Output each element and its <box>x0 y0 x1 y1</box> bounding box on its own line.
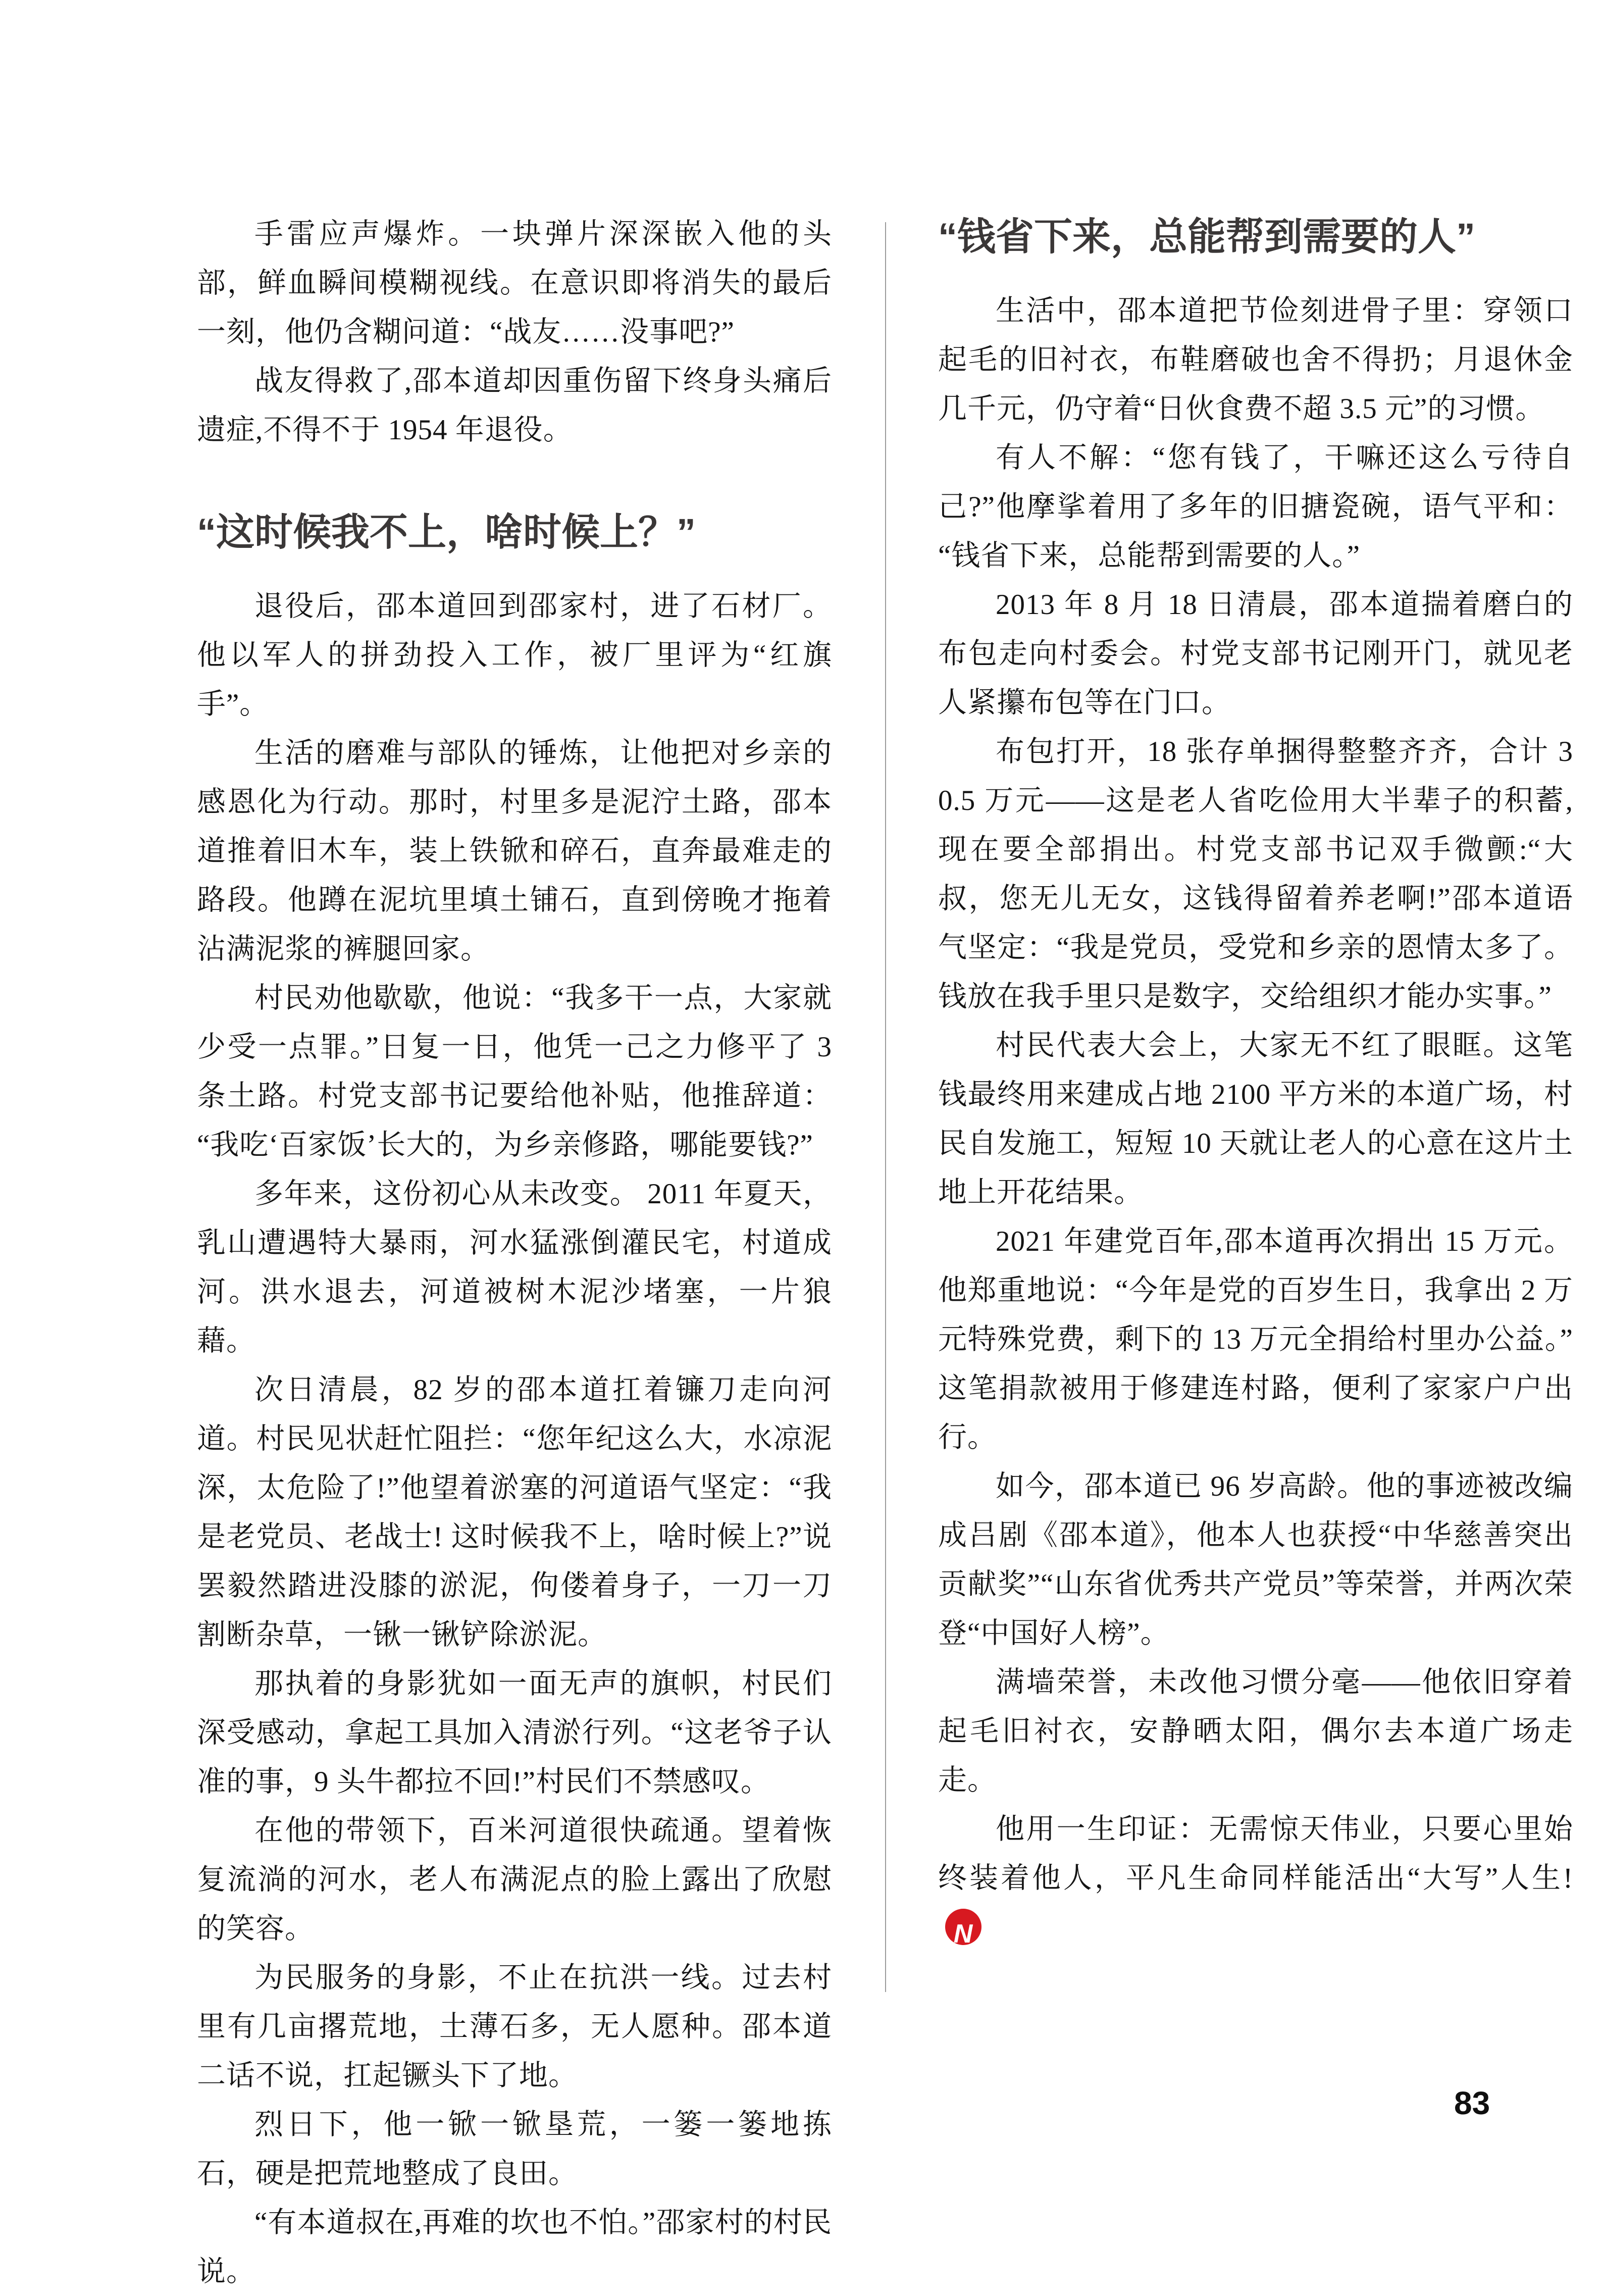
paragraph: 2021 年建党百年,邵本道再次捐出 15 万元。他郑重地说：“今年是党的百岁生日，我拿出 2 万元特殊党费，剩下的 13 万元全捐给村里办公益。”这笔捐款被用于修建连村路，便利了家家户户出行。 <box>938 1226 1573 1453</box>
paragraph: 满墙荣誉，未改他习惯分毫——他依旧穿着起毛旧衬衣，安静晒太阳，偶尔去本道广场走走。 <box>938 1666 1573 1796</box>
paragraph: 如今，邵本道已 96 岁高龄。他的事迹被改编成吕剧《邵本道》，他本人也获授“中华慈善突出贡献奖”“山东省优秀共产党员”等荣誉，并两次荣登“中国好人榜”。 <box>938 1470 1573 1649</box>
paragraph: 多年来，这份初心从未改变。 2011 年夏天，乳山遭遇特大暴雨，河水猛涨倒灌民宅，村道成河。洪水退去，河道被树木泥沙堵塞，一片狼藉。 <box>197 1178 832 1357</box>
paragraph: 手雷应声爆炸。一块弹片深深嵌入他的头部，鲜血瞬间模糊视线。在意识即将消失的最后一刻，他仍含糊问道：“战友……没事吧?” <box>197 218 832 348</box>
paragraph: 村民劝他歇歇，他说：“我多干一点，大家就少受一点罪。”日复一日，他凭一己之力修平了 3 条土路。村党支部书记要给他补贴，他推辞道：“我吃‘百家饭’长大的，为乡亲修路，哪能要钱?” <box>197 982 832 1161</box>
end-of-article-icon: N <box>945 1909 981 1945</box>
paragraph: 布包打开，18 张存单捆得整整齐齐，合计 30.5 万元——这是老人省吃俭用大半辈子的积蓄,现在要全部捐出。村党支部书记双手微颤:“大叔，您无儿无女，这钱得留着养老啊!”邵本道语气坚定：“我是党员，受党和乡亲的恩情太多了。钱放在我手里只是数字，交给组织才能办实事。” <box>938 736 1573 1012</box>
right-column <box>938 210 1573 1952</box>
paragraph: 村民代表大会上，大家无不红了眼眶。这笔钱最终用来建成占地 2100 平方米的本道广场，村民自发施工，短短 10 天就让老人的心意在这片土地上开花结果。 <box>938 1030 1573 1208</box>
paragraph: 为民服务的身影，不止在抗洪一线。过去村里有几亩撂荒地，土薄石多，无人愿种。邵本道二话不说，扛起镢头下了地。 <box>197 1962 832 2091</box>
paragraph: 有人不解：“您有钱了，干嘛还这么亏待自己?”他摩挲着用了多年的旧搪瓷碗，语气平和：“钱省下来，总能帮到需要的人。” <box>938 442 1573 572</box>
paragraph: 战友得救了,邵本道却因重伤留下终身头痛后遗症,不得不于 1954 年退役。 <box>197 365 832 446</box>
closing-text: 他用一生印证：无需惊天伟业，只要心里始终装着他人，平凡生命同样能活出“大写”人生! <box>938 1813 1573 1894</box>
section-heading-left: “这时候我不上，啥时候上？” <box>197 511 696 554</box>
paragraph: 生活中，邵本道把节俭刻进骨子里：穿领口起毛的旧衬衣，布鞋磨破也舍不得扔；月退休金几千元，仍守着“日伙食费不超 3.5 元”的习惯。 <box>938 295 1573 425</box>
paragraph: 在他的带领下，百米河道很快疏通。望着恢复流淌的河水，老人布满泥点的脸上露出了欣慰的笑容。 <box>197 1815 832 1945</box>
left-column <box>197 210 832 2296</box>
closing-paragraph <box>938 1805 1573 1952</box>
paragraph: 烈日下，他一锨一锨垦荒，一篓一篓地拣石，硬是把荒地整成了良田。 <box>197 2109 832 2189</box>
paragraph: 生活的磨难与部队的锤炼，让他把对乡亲的感恩化为行动。那时，村里多是泥泞土路，邵本道推着旧木车，装上铁锨和碎石，直奔最难走的路段。他蹲在泥坑里填土铺石，直到傍晚才拖着沾满泥浆的裤腿回家。 <box>197 737 832 965</box>
paragraph: 2013 年 8 月 18 日清晨，邵本道揣着磨白的布包走向村委会。村党支部书记刚开门，就见老人紧攥布包等在门口。 <box>938 589 1573 719</box>
paragraph: 次日清晨，82 岁的邵本道扛着镰刀走向河道。村民见状赶忙阻拦：“您年纪这么大，水凉泥深，太危险了!”他望着淤塞的河道语气坚定：“我是老党员、老战士! 这时候我不上，啥时候上?”说罢毅然踏进没膝的淤泥，佝偻着身子，一刀一刀割断杂草，一锹一锹铲除淤泥。 <box>197 1374 832 1651</box>
paragraph: 退役后，邵本道回到邵家村，进了石材厂。他以军人的拼劲投入工作，被厂里评为“红旗手”。 <box>197 590 832 720</box>
paragraph: “有本道叔在,再难的坎也不怕。”邵家村的村民说。 <box>197 2207 832 2287</box>
paragraph: 那执着的身影犹如一面无声的旗帜，村民们深受感动，拿起工具加入清淤行列。“这老爷子认准的事，9 头牛都拉不回!”村民们不禁感叹。 <box>197 1668 832 1798</box>
section-heading-right: “钱省下来，总能帮到需要的人” <box>938 216 1475 259</box>
page-number: 83 <box>1454 2085 1490 2121</box>
column-divider <box>885 222 886 1992</box>
